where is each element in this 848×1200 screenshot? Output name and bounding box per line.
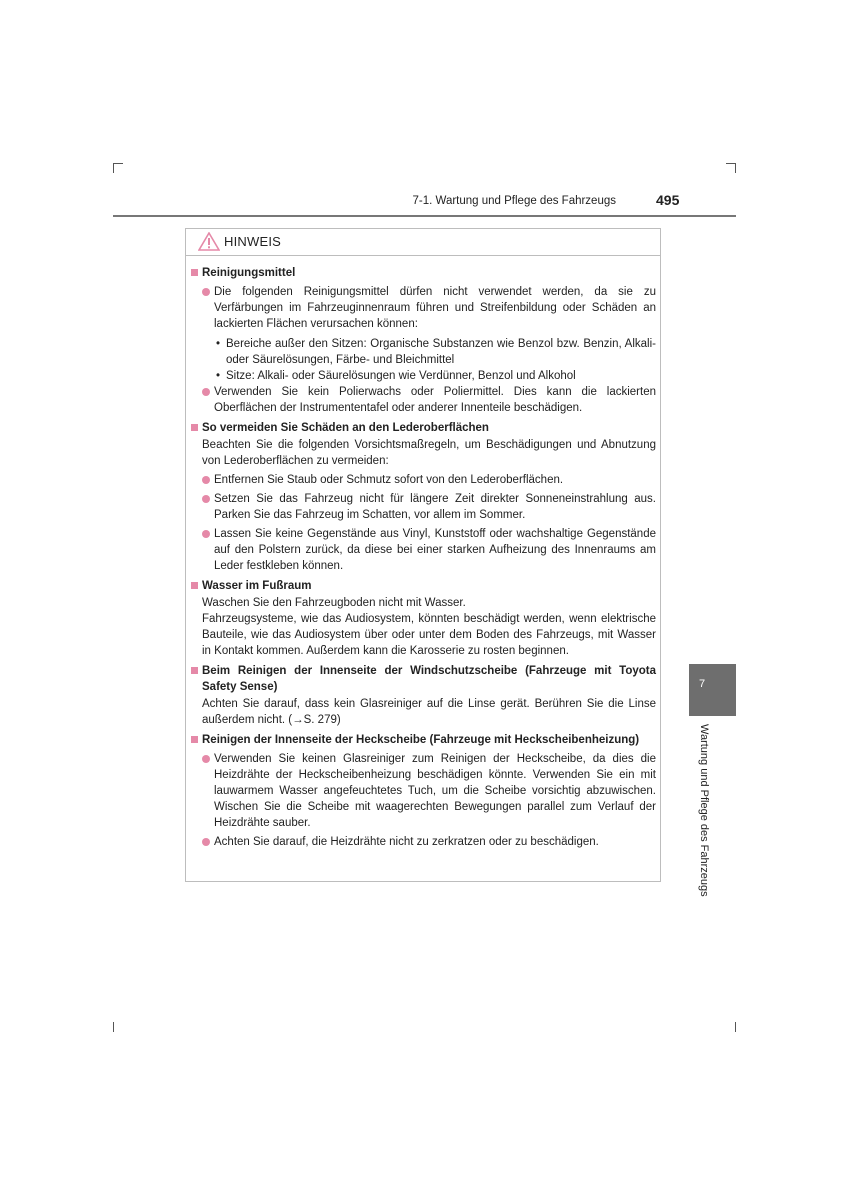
crop-mark: [735, 163, 736, 173]
square-bullet-icon: [191, 667, 198, 674]
dot-marker-icon: •: [216, 338, 221, 350]
square-bullet-icon: [191, 424, 198, 431]
square-bullet-icon: [191, 582, 198, 589]
notice-box: [185, 228, 661, 882]
round-bullet-icon: [202, 495, 210, 503]
section-heading: Wasser im Fußraum: [190, 578, 656, 594]
crop-mark: [735, 1022, 736, 1032]
round-bullet-icon: [202, 755, 210, 763]
chapter-tab: [689, 664, 736, 716]
notice-body: [186, 256, 660, 850]
list-item: Die folgenden Reinigungsmittel dürfen nicht verwendet werden, da sie zu Verfärbungen im Fahrzeuginnenraum führen und Streifenbildung oder Schäden an lackierten Flächen verursachen können:: [190, 284, 656, 332]
list-item: Setzen Sie das Fahrzeug nicht für längere Zeit direkter Sonneneinstrahlung aus. Parken Sie das Fahrzeug im Schatten, vor allem im Sommer.: [190, 491, 656, 523]
page-number: 495: [656, 192, 680, 208]
chapter-number: 7: [699, 678, 706, 690]
section-title: 7-1. Wartung und Pflege des Fahrzeugs: [412, 195, 616, 207]
round-bullet-icon: [202, 388, 210, 396]
round-bullet-icon: [202, 476, 210, 484]
paragraph: Fahrzeugsysteme, wie das Audiosystem, könnten beschädigt werden, wenn elektrische Bauteile, wie das Audiosystem über oder unter dem Boden des Fahrzeugs, mit Wasser in Kontakt kommen. Außerdem kann die Karosserie zu rosten beginnen.: [202, 613, 656, 657]
chapter-title: Wartung und Pflege des Fahrzeugs: [698, 724, 710, 897]
list-item: Verwenden Sie keinen Glasreiniger zum Reinigen der Heckscheibe, da dies die Heizdrähte der Heckscheibenheizung beschädigen könnte. Verwenden Sie ein mit lauwarmem Wasser angefeuchtetes Tuch, um die Scheibe vorsichtig abzuwischen. Wischen Sie die Scheibe mit waagerechten Bewegungen parallel zum Verlauf der Heizdrähte sauber.: [190, 751, 656, 831]
list-item: Achten Sie darauf, die Heizdrähte nicht zu zerkratzen oder zu beschädigen.: [190, 834, 656, 850]
round-bullet-icon: [202, 838, 210, 846]
notice-title: HINWEIS: [224, 234, 282, 249]
square-bullet-icon: [191, 269, 198, 276]
crop-mark: [113, 1022, 114, 1032]
sub-list-item: • Sitze: Alkali- oder Säurelösungen wie Verdünner, Benzol und Alkohol: [216, 370, 576, 382]
section-heading: Reinigen der Innenseite der Heckscheibe (Fahrzeuge mit Heckscheibenheizung): [190, 732, 656, 748]
notice-header: [186, 229, 660, 256]
section-heading: So vermeiden Sie Schäden an den Lederoberflächen: [190, 420, 656, 436]
list-item: Entfernen Sie Staub oder Schmutz sofort von den Lederoberflächen.: [190, 472, 656, 488]
square-bullet-icon: [191, 736, 198, 743]
round-bullet-icon: [202, 288, 210, 296]
sub-list-item: • Bereiche außer den Sitzen: Organische Substanzen wie Benzol bzw. Benzin, Alkali- oder Säurelösungen, Färbe- und Bleichmittel: [216, 338, 656, 366]
crop-mark: [113, 163, 123, 164]
list-item: Lassen Sie keine Gegenstände aus Vinyl, Kunststoff oder wachshaltige Gegenstände auf den Polstern zurück, da diese bei einer starken Aufheizung des Innenraums am Leder festkleben können.: [190, 526, 656, 574]
section-heading: Beim Reinigen der Innenseite der Windschutzscheibe (Fahrzeuge mit Toyota Safety Sense): [190, 663, 656, 695]
crop-mark: [113, 163, 114, 173]
warning-triangle-icon: [198, 232, 220, 256]
round-bullet-icon: [202, 530, 210, 538]
paragraph: Waschen Sie den Fahrzeugboden nicht mit Wasser.: [202, 597, 466, 609]
section-heading: Reinigungsmittel: [190, 265, 656, 281]
header-divider: [113, 215, 736, 217]
paragraph: Beachten Sie die folgenden Vorsichtsmaßregeln, um Beschädigungen und Abnutzung von Lederoberflächen zu vermeiden:: [202, 439, 656, 467]
dot-marker-icon: •: [216, 370, 221, 382]
paragraph: Achten Sie darauf, dass kein Glasreiniger auf die Linse gerät. Berühren Sie die Linse außerdem nicht. (→S. 279): [202, 698, 656, 726]
list-item: Verwenden Sie kein Polierwachs oder Poliermittel. Dies kann die lackierten Oberflächen der Instrumententafel oder anderer Innenteile beschädigen.: [190, 384, 656, 416]
